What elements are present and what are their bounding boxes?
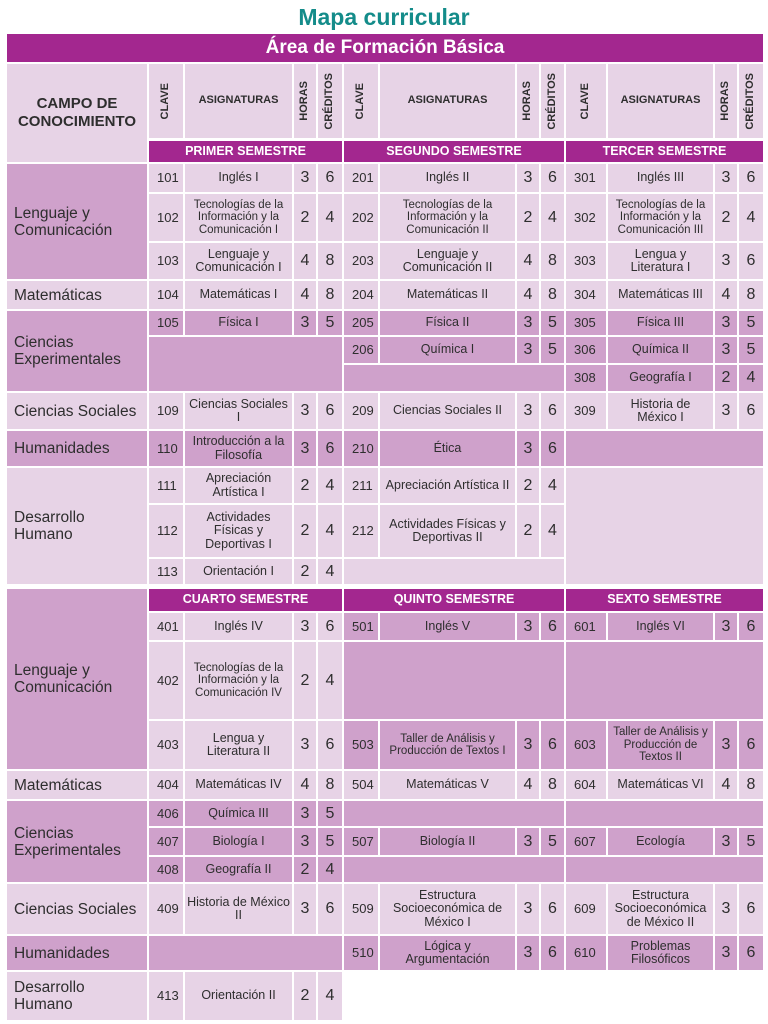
course-horas: 3	[294, 393, 316, 429]
course-creditos: 6	[318, 721, 342, 769]
course-name: Lengua y Literatura II	[185, 721, 292, 769]
course-creditos: 8	[318, 771, 342, 799]
course-horas: 3	[517, 613, 539, 640]
column-header-horas-label: HORAS	[719, 81, 732, 121]
course-clave: 211	[344, 468, 378, 503]
course-creditos: 5	[739, 311, 763, 335]
course-horas: 4	[294, 243, 316, 279]
course-creditos: 6	[541, 613, 564, 640]
course-horas: 2	[715, 194, 737, 241]
course-clave: 504	[344, 771, 378, 799]
course-horas: 3	[715, 393, 737, 429]
course-name: Inglés III	[608, 164, 713, 192]
course-name: Ciencias Sociales II	[380, 393, 515, 429]
empty-cell	[566, 857, 763, 882]
course-name: Biología II	[380, 828, 515, 855]
column-header-asignaturas: ASIGNATURAS	[608, 64, 713, 138]
course-clave: 210	[344, 431, 378, 466]
course-name: Ciencias Sociales I	[185, 393, 292, 429]
course-name: Historia de México II	[185, 884, 292, 934]
course-name: Inglés IV	[185, 613, 292, 640]
course-name: Física I	[185, 311, 292, 335]
column-header-horas-label: HORAS	[298, 81, 311, 121]
course-horas: 3	[294, 721, 316, 769]
course-name: Tecnologías de la Información y la Comunicación IV	[185, 642, 292, 719]
course-clave: 409	[149, 884, 183, 934]
course-horas: 3	[517, 884, 539, 934]
course-horas: 4	[294, 771, 316, 799]
course-name: Historia de México I	[608, 393, 713, 429]
course-creditos: 6	[739, 721, 763, 769]
course-clave: 603	[566, 721, 606, 769]
course-name: Lógica y Argumentación	[380, 936, 515, 970]
course-name: Física II	[380, 311, 515, 335]
course-clave: 203	[344, 243, 378, 279]
course-creditos: 6	[739, 613, 763, 640]
course-horas: 4	[294, 281, 316, 309]
course-creditos: 4	[541, 505, 564, 557]
course-clave: 501	[344, 613, 378, 640]
course-creditos: 6	[318, 164, 342, 192]
course-clave: 301	[566, 164, 606, 192]
course-horas: 3	[294, 164, 316, 192]
course-creditos: 5	[541, 311, 564, 335]
column-header-clave	[566, 64, 606, 138]
course-clave: 110	[149, 431, 183, 466]
course-clave: 305	[566, 311, 606, 335]
course-clave: 403	[149, 721, 183, 769]
course-clave: 212	[344, 505, 378, 557]
course-horas: 3	[517, 828, 539, 855]
course-name: Actividades Físicas y Deportivas I	[185, 505, 292, 557]
course-clave: 306	[566, 337, 606, 363]
empty-cell	[344, 365, 564, 391]
course-creditos: 4	[318, 194, 342, 241]
course-clave: 112	[149, 505, 183, 557]
column-header-creditos-label: CRÉDITOS	[323, 72, 336, 130]
column-header-clave-label: CLAVE	[579, 82, 592, 120]
empty-cell	[566, 431, 763, 466]
course-creditos: 6	[541, 936, 564, 970]
course-name: Geografía II	[185, 857, 292, 882]
course-name: Tecnologías de la Información y la Comunicación III	[608, 194, 713, 241]
column-header-asignaturas: ASIGNATURAS	[380, 64, 515, 138]
semester-header: QUINTO SEMESTRE	[344, 589, 564, 611]
page-title: Mapa curricular	[298, 4, 470, 30]
course-creditos: 4	[318, 857, 342, 882]
course-creditos: 4	[318, 972, 342, 1020]
course-horas: 3	[294, 884, 316, 934]
course-horas: 2	[715, 365, 737, 391]
course-creditos: 6	[739, 884, 763, 934]
course-clave: 503	[344, 721, 378, 769]
course-creditos: 4	[318, 642, 342, 719]
knowledge-field: Lenguaje y Comunicación	[7, 164, 147, 279]
course-clave: 205	[344, 311, 378, 335]
course-clave: 201	[344, 164, 378, 192]
course-horas: 3	[715, 721, 737, 769]
empty-cell	[149, 936, 342, 970]
course-name: Física III	[608, 311, 713, 335]
course-creditos: 6	[541, 431, 564, 466]
course-name: Lengua y Literatura I	[608, 243, 713, 279]
course-horas: 3	[294, 431, 316, 466]
course-horas: 2	[517, 505, 539, 557]
course-clave: 303	[566, 243, 606, 279]
course-horas: 3	[517, 337, 539, 363]
course-name: Inglés VI	[608, 613, 713, 640]
course-clave: 604	[566, 771, 606, 799]
course-clave: 407	[149, 828, 183, 855]
knowledge-field: Ciencias Experimentales	[7, 801, 147, 882]
course-creditos: 6	[318, 431, 342, 466]
course-clave: 607	[566, 828, 606, 855]
course-name: Inglés II	[380, 164, 515, 192]
column-header-creditos-label: CRÉDITOS	[545, 72, 558, 130]
course-creditos: 4	[541, 468, 564, 503]
course-creditos: 8	[541, 243, 564, 279]
course-creditos: 5	[739, 337, 763, 363]
course-name: Inglés I	[185, 164, 292, 192]
course-creditos: 8	[739, 771, 763, 799]
column-header-clave-label: CLAVE	[159, 82, 172, 120]
course-horas: 3	[294, 828, 316, 855]
area-banner: Área de Formación Básica	[7, 34, 763, 62]
course-name: Matemáticas III	[608, 281, 713, 309]
empty-cell	[566, 468, 763, 584]
course-horas: 3	[715, 936, 737, 970]
course-creditos: 6	[541, 393, 564, 429]
course-horas: 2	[294, 972, 316, 1020]
course-clave: 102	[149, 194, 183, 241]
course-creditos: 5	[318, 801, 342, 826]
course-horas: 3	[517, 164, 539, 192]
course-horas: 2	[517, 194, 539, 241]
course-creditos: 8	[318, 281, 342, 309]
course-name: Química I	[380, 337, 515, 363]
course-horas: 3	[715, 243, 737, 279]
course-creditos: 6	[541, 164, 564, 192]
course-horas: 4	[517, 771, 539, 799]
knowledge-field: Ciencias Experimentales	[7, 311, 147, 391]
course-horas: 3	[715, 311, 737, 335]
course-horas: 3	[715, 164, 737, 192]
empty-cell	[566, 642, 763, 719]
course-name: Orientación I	[185, 559, 292, 584]
column-header-horas	[715, 64, 737, 138]
knowledge-field: Ciencias Sociales	[7, 393, 147, 429]
course-creditos: 8	[739, 281, 763, 309]
empty-cell	[344, 559, 564, 584]
knowledge-field: Ciencias Sociales	[7, 884, 147, 934]
course-horas: 3	[715, 613, 737, 640]
course-clave: 209	[344, 393, 378, 429]
course-name: Ética	[380, 431, 515, 466]
course-creditos: 5	[541, 828, 564, 855]
course-name: Lenguaje y Comunicación II	[380, 243, 515, 279]
course-creditos: 4	[318, 505, 342, 557]
course-creditos: 6	[739, 243, 763, 279]
course-name: Matemáticas V	[380, 771, 515, 799]
course-horas: 2	[294, 642, 316, 719]
course-clave: 113	[149, 559, 183, 584]
course-horas: 3	[715, 828, 737, 855]
semester-header: CUARTO SEMESTRE	[149, 589, 342, 611]
course-name: Actividades Físicas y Deportivas II	[380, 505, 515, 557]
course-horas: 3	[715, 884, 737, 934]
course-clave: 111	[149, 468, 183, 503]
course-name: Estructura Socioeconómica de México I	[380, 884, 515, 934]
course-creditos: 6	[541, 884, 564, 934]
empty-cell	[344, 801, 564, 826]
course-clave: 104	[149, 281, 183, 309]
course-creditos: 4	[739, 194, 763, 241]
column-header-asignaturas: ASIGNATURAS	[185, 64, 292, 138]
course-creditos: 6	[541, 721, 564, 769]
course-clave: 601	[566, 613, 606, 640]
course-creditos: 5	[318, 828, 342, 855]
course-name: Tecnologías de la Información y la Comunicación I	[185, 194, 292, 241]
course-clave: 413	[149, 972, 183, 1020]
course-name: Estructura Socioeconómica de México II	[608, 884, 713, 934]
course-horas: 2	[294, 857, 316, 882]
course-clave: 509	[344, 884, 378, 934]
column-header-clave-label: CLAVE	[354, 82, 367, 120]
course-creditos: 4	[541, 194, 564, 241]
course-horas: 3	[517, 936, 539, 970]
course-creditos: 6	[739, 164, 763, 192]
course-name: Matemáticas VI	[608, 771, 713, 799]
column-header-creditos	[739, 64, 763, 138]
course-horas: 3	[517, 393, 539, 429]
empty-cell	[566, 801, 763, 826]
empty-cell	[149, 337, 342, 391]
course-creditos: 6	[318, 884, 342, 934]
course-horas: 3	[517, 431, 539, 466]
course-horas: 3	[715, 337, 737, 363]
course-clave: 406	[149, 801, 183, 826]
column-header-horas	[517, 64, 539, 138]
course-creditos: 4	[318, 468, 342, 503]
course-clave: 308	[566, 365, 606, 391]
course-clave: 103	[149, 243, 183, 279]
course-horas: 2	[294, 559, 316, 584]
column-header-horas-label: HORAS	[521, 81, 534, 121]
course-clave: 507	[344, 828, 378, 855]
course-creditos: 6	[318, 393, 342, 429]
course-creditos: 8	[541, 771, 564, 799]
knowledge-field: Desarrollo Humano	[7, 468, 147, 584]
column-header-creditos-label: CRÉDITOS	[744, 72, 757, 130]
course-creditos: 8	[318, 243, 342, 279]
course-name: Matemáticas II	[380, 281, 515, 309]
course-name: Geografía I	[608, 365, 713, 391]
course-clave: 101	[149, 164, 183, 192]
course-name: Introducción a la Filosofía	[185, 431, 292, 466]
course-name: Taller de Análisis y Producción de Textos II	[608, 721, 713, 769]
course-clave: 206	[344, 337, 378, 363]
course-clave: 309	[566, 393, 606, 429]
column-header-horas	[294, 64, 316, 138]
semester-header: SEGUNDO SEMESTRE	[344, 141, 564, 162]
course-name: Apreciación Artística I	[185, 468, 292, 503]
course-horas: 3	[294, 613, 316, 640]
course-clave: 510	[344, 936, 378, 970]
knowledge-field: Matemáticas	[7, 281, 147, 309]
course-name: Química II	[608, 337, 713, 363]
course-horas: 3	[517, 721, 539, 769]
course-horas: 4	[517, 281, 539, 309]
course-horas: 3	[517, 311, 539, 335]
course-creditos: 8	[541, 281, 564, 309]
course-clave: 109	[149, 393, 183, 429]
course-horas: 4	[517, 243, 539, 279]
course-creditos: 5	[541, 337, 564, 363]
column-header-clave	[344, 64, 378, 138]
course-creditos: 6	[318, 613, 342, 640]
course-horas: 3	[294, 801, 316, 826]
empty-cell	[344, 642, 564, 719]
knowledge-field: Lenguaje y Comunicación	[7, 589, 147, 769]
column-header-clave	[149, 64, 183, 138]
course-horas: 3	[294, 311, 316, 335]
column-header-creditos	[541, 64, 564, 138]
knowledge-field: Humanidades	[7, 936, 147, 970]
course-name: Química III	[185, 801, 292, 826]
semester-header: TERCER SEMESTRE	[566, 141, 763, 162]
course-clave: 401	[149, 613, 183, 640]
empty-cell	[344, 857, 564, 882]
course-creditos: 5	[739, 828, 763, 855]
course-creditos: 6	[739, 393, 763, 429]
course-clave: 105	[149, 311, 183, 335]
course-name: Taller de Análisis y Producción de Textos I	[380, 721, 515, 769]
course-clave: 202	[344, 194, 378, 241]
knowledge-field: Desarrollo Humano	[7, 972, 147, 1020]
course-name: Tecnologías de la Información y la Comunicación II	[380, 194, 515, 241]
knowledge-field: Humanidades	[7, 431, 147, 466]
course-creditos: 4	[318, 559, 342, 584]
course-clave: 304	[566, 281, 606, 309]
campo-header: CAMPO DE CONOCIMIENTO	[7, 64, 147, 162]
course-name: Orientación II	[185, 972, 292, 1020]
course-name: Matemáticas I	[185, 281, 292, 309]
course-horas: 2	[294, 505, 316, 557]
course-clave: 408	[149, 857, 183, 882]
course-clave: 404	[149, 771, 183, 799]
semester-header: SEXTO SEMESTRE	[566, 589, 763, 611]
semester-header: PRIMER SEMESTRE	[149, 141, 342, 162]
course-name: Lenguaje y Comunicación I	[185, 243, 292, 279]
column-header-creditos	[318, 64, 342, 138]
course-name: Inglés V	[380, 613, 515, 640]
course-clave: 610	[566, 936, 606, 970]
course-creditos: 5	[318, 311, 342, 335]
course-creditos: 6	[739, 936, 763, 970]
course-creditos: 4	[739, 365, 763, 391]
course-name: Biología I	[185, 828, 292, 855]
course-horas: 4	[715, 771, 737, 799]
course-name: Ecología	[608, 828, 713, 855]
course-horas: 2	[294, 468, 316, 503]
course-clave: 302	[566, 194, 606, 241]
course-name: Matemáticas IV	[185, 771, 292, 799]
course-clave: 204	[344, 281, 378, 309]
course-clave: 609	[566, 884, 606, 934]
course-name: Problemas Filosóficos	[608, 936, 713, 970]
course-horas: 4	[715, 281, 737, 309]
course-horas: 2	[294, 194, 316, 241]
course-name: Apreciación Artística II	[380, 468, 515, 503]
knowledge-field: Matemáticas	[7, 771, 147, 799]
course-horas: 2	[517, 468, 539, 503]
course-clave: 402	[149, 642, 183, 719]
